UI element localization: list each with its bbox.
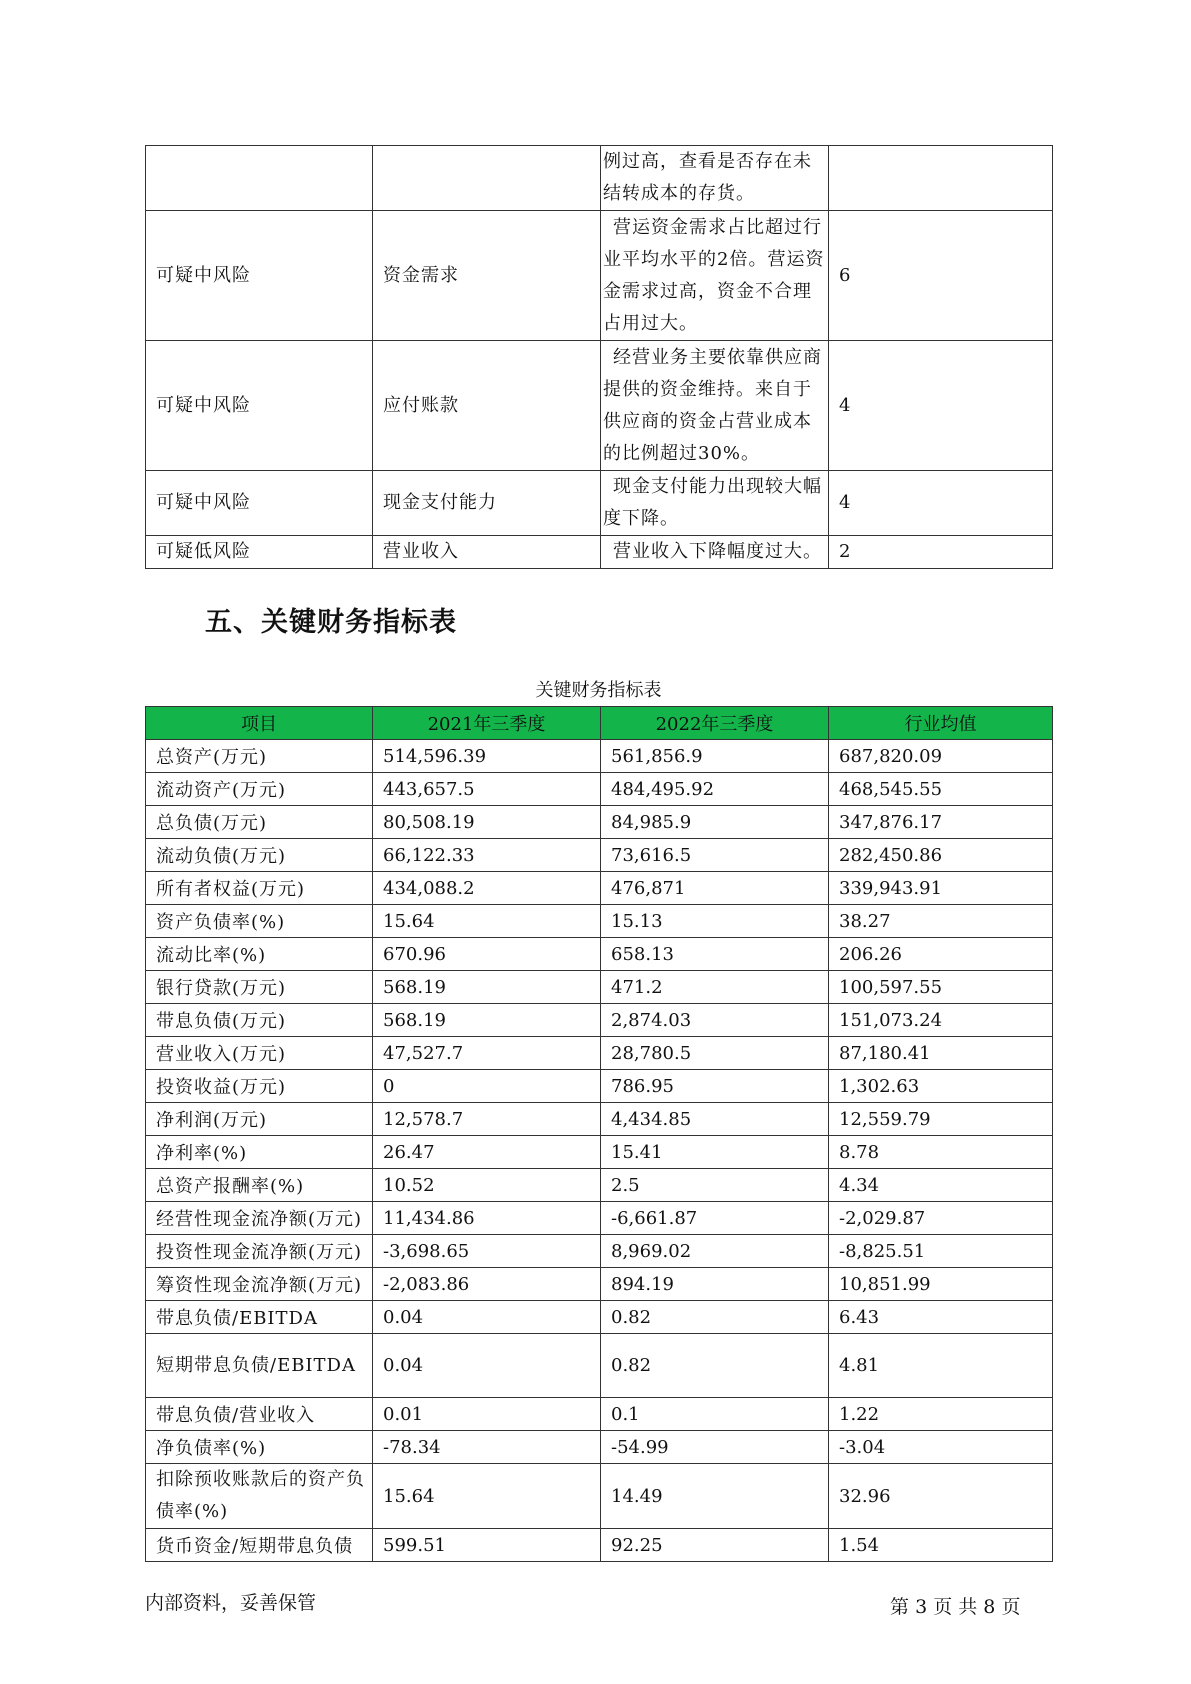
risk-row <box>146 341 1053 471</box>
kpi-row <box>146 1103 1053 1136</box>
kpi-value-2021: -78.34 <box>373 1431 601 1464</box>
kpi-value-2022: 894.19 <box>601 1268 829 1301</box>
kpi-value-2022: 15.13 <box>601 905 829 938</box>
kpi-value-2021: 0 <box>373 1070 601 1103</box>
kpi-label: 扣除预收账款后的资产负债率(%) <box>146 1464 373 1529</box>
kpi-value-industry-avg: 206.26 <box>829 938 1053 971</box>
table-caption: 关键财务指标表 <box>535 680 662 701</box>
kpi-value-2021: 0.04 <box>373 1301 601 1334</box>
kpi-value-industry-avg: 687,820.09 <box>829 740 1053 773</box>
kpi-value-2021: 514,596.39 <box>373 740 601 773</box>
kpi-value-2021: -3,698.65 <box>373 1235 601 1268</box>
kpi-label: 总负债(万元) <box>146 806 373 839</box>
header-cell: 2021年三季度 <box>373 707 601 740</box>
kpi-value-2022: 8,969.02 <box>601 1235 829 1268</box>
kpi-row <box>146 740 1053 773</box>
kpi-value-2022: 4,434.85 <box>601 1103 829 1136</box>
kpi-row <box>146 806 1053 839</box>
kpi-value-industry-avg: 32.96 <box>829 1464 1053 1529</box>
kpi-value-industry-avg: 1.54 <box>829 1529 1053 1562</box>
kpi-label: 净利润(万元) <box>146 1103 373 1136</box>
risk-level: 可疑低风险 <box>146 536 373 569</box>
risk-item: 现金支付能力 <box>373 471 601 536</box>
kpi-row <box>146 905 1053 938</box>
kpi-row <box>146 1431 1053 1464</box>
kpi-label: 货币资金/短期带息负债 <box>146 1529 373 1562</box>
header-cell: 行业均值 <box>829 707 1053 740</box>
kpi-row <box>146 1301 1053 1334</box>
kpi-value-2021: 670.96 <box>373 938 601 971</box>
page-current: 3 <box>915 1596 928 1618</box>
kpi-value-2021: -2,083.86 <box>373 1268 601 1301</box>
risk-row <box>146 146 1053 211</box>
kpi-value-industry-avg: 4.34 <box>829 1169 1053 1202</box>
kpi-table-body <box>146 740 1053 1562</box>
kpi-label: 流动负债(万元) <box>146 839 373 872</box>
kpi-value-2021: 15.64 <box>373 905 601 938</box>
header-cell: 2022年三季度 <box>601 707 829 740</box>
kpi-value-2022: 561,856.9 <box>601 740 829 773</box>
kpi-value-2022: 92.25 <box>601 1529 829 1562</box>
kpi-value-2022: 658.13 <box>601 938 829 971</box>
kpi-row <box>146 872 1053 905</box>
kpi-value-industry-avg: 8.78 <box>829 1136 1053 1169</box>
kpi-value-2021: 0.01 <box>373 1398 601 1431</box>
kpi-value-2021: 47,527.7 <box>373 1037 601 1070</box>
kpi-row <box>146 1202 1053 1235</box>
kpi-value-2022: 0.1 <box>601 1398 829 1431</box>
kpi-value-industry-avg: 347,876.17 <box>829 806 1053 839</box>
kpi-label: 净利率(%) <box>146 1136 373 1169</box>
kpi-value-2021: 12,578.7 <box>373 1103 601 1136</box>
kpi-value-industry-avg: 6.43 <box>829 1301 1053 1334</box>
risk-score <box>829 146 1053 211</box>
page-prefix: 第 <box>890 1596 910 1618</box>
kpi-value-industry-avg: 10,851.99 <box>829 1268 1053 1301</box>
kpi-value-industry-avg: 151,073.24 <box>829 1004 1053 1037</box>
kpi-label: 投资收益(万元) <box>146 1070 373 1103</box>
risk-description: 例过高，查看是否存在未结转成本的存货。 <box>601 146 829 211</box>
kpi-value-industry-avg: 4.81 <box>829 1334 1053 1398</box>
kpi-row <box>146 1169 1053 1202</box>
kpi-row <box>146 1398 1053 1431</box>
kpi-value-2022: 476,871 <box>601 872 829 905</box>
kpi-value-2022: 2.5 <box>601 1169 829 1202</box>
risk-level <box>146 146 373 211</box>
kpi-value-2022: 14.49 <box>601 1464 829 1529</box>
risk-description: 营运资金需求占比超过行业平均水平的2倍。营运资金需求过高，资金不合理占用过大。 <box>601 211 829 341</box>
kpi-value-2022: -54.99 <box>601 1431 829 1464</box>
kpi-row <box>146 1235 1053 1268</box>
kpi-value-2022: 73,616.5 <box>601 839 829 872</box>
risk-row <box>146 471 1053 536</box>
kpi-value-industry-avg: -8,825.51 <box>829 1235 1053 1268</box>
kpi-value-industry-avg: -2,029.87 <box>829 1202 1053 1235</box>
kpi-row <box>146 1529 1053 1562</box>
kpi-value-industry-avg: 282,450.86 <box>829 839 1053 872</box>
risk-item: 资金需求 <box>373 211 601 341</box>
kpi-row <box>146 971 1053 1004</box>
kpi-label: 营业收入(万元) <box>146 1037 373 1070</box>
kpi-value-2021: 80,508.19 <box>373 806 601 839</box>
kpi-label: 资产负债率(%) <box>146 905 373 938</box>
risk-item: 营业收入 <box>373 536 601 569</box>
kpi-value-2022: 0.82 <box>601 1301 829 1334</box>
header-cell: 项目 <box>146 707 373 740</box>
kpi-value-2022: 84,985.9 <box>601 806 829 839</box>
kpi-row <box>146 1004 1053 1037</box>
kpi-value-industry-avg: 87,180.41 <box>829 1037 1053 1070</box>
risk-level: 可疑中风险 <box>146 471 373 536</box>
kpi-label: 流动资产(万元) <box>146 773 373 806</box>
kpi-value-industry-avg: 12,559.79 <box>829 1103 1053 1136</box>
kpi-row <box>146 1136 1053 1169</box>
kpi-value-2021: 568.19 <box>373 971 601 1004</box>
kpi-value-2022: 28,780.5 <box>601 1037 829 1070</box>
risk-level: 可疑中风险 <box>146 211 373 341</box>
risk-description: 经营业务主要依靠供应商提供的资金维持。来自于供应商的资金占营业成本的比例超过30%。 <box>601 341 829 471</box>
kpi-value-2021: 66,122.33 <box>373 839 601 872</box>
kpi-row <box>146 1037 1053 1070</box>
kpi-label: 净负债率(%) <box>146 1431 373 1464</box>
kpi-value-2021: 26.47 <box>373 1136 601 1169</box>
risk-item: 应付账款 <box>373 341 601 471</box>
risk-score: 6 <box>829 211 1053 341</box>
kpi-value-industry-avg: 38.27 <box>829 905 1053 938</box>
kpi-value-2021: 0.04 <box>373 1334 601 1398</box>
kpi-row <box>146 839 1053 872</box>
footer-confidential-note: 内部资料，妥善保管 <box>145 1592 317 1614</box>
kpi-label: 投资性现金流净额(万元) <box>146 1235 373 1268</box>
kpi-value-industry-avg: 1,302.63 <box>829 1070 1053 1103</box>
kpi-row <box>146 1268 1053 1301</box>
kpi-label: 短期带息负债/EBITDA <box>146 1334 373 1398</box>
kpi-value-2021: 434,088.2 <box>373 872 601 905</box>
risk-table <box>145 145 1053 569</box>
kpi-value-2022: 2,874.03 <box>601 1004 829 1037</box>
kpi-label: 经营性现金流净额(万元) <box>146 1202 373 1235</box>
kpi-value-2021: 15.64 <box>373 1464 601 1529</box>
kpi-value-2022: 786.95 <box>601 1070 829 1103</box>
kpi-label: 带息负债/EBITDA <box>146 1301 373 1334</box>
kpi-value-2022: 484,495.92 <box>601 773 829 806</box>
kpi-value-industry-avg: 1.22 <box>829 1398 1053 1431</box>
kpi-header-row <box>146 707 1053 740</box>
kpi-table <box>145 706 1053 1562</box>
page-total: 8 <box>983 1596 996 1618</box>
risk-row <box>146 211 1053 341</box>
kpi-value-industry-avg: -3.04 <box>829 1431 1053 1464</box>
kpi-value-2022: 471.2 <box>601 971 829 1004</box>
kpi-row <box>146 1070 1053 1103</box>
risk-score: 4 <box>829 471 1053 536</box>
kpi-label: 总资产(万元) <box>146 740 373 773</box>
page-number <box>890 1592 1020 1619</box>
kpi-label: 带息负债(万元) <box>146 1004 373 1037</box>
kpi-row <box>146 938 1053 971</box>
kpi-row <box>146 1334 1053 1398</box>
kpi-value-industry-avg: 468,545.55 <box>829 773 1053 806</box>
kpi-label: 带息负债/营业收入 <box>146 1398 373 1431</box>
risk-item <box>373 146 601 211</box>
kpi-value-industry-avg: 100,597.55 <box>829 971 1053 1004</box>
risk-row <box>146 536 1053 569</box>
risk-description: 现金支付能力出现较大幅度下降。 <box>601 471 829 536</box>
kpi-label: 银行贷款(万元) <box>146 971 373 1004</box>
kpi-value-2022: 0.82 <box>601 1334 829 1398</box>
kpi-value-2021: 568.19 <box>373 1004 601 1037</box>
kpi-value-2021: 443,657.5 <box>373 773 601 806</box>
page-mid: 页 共 <box>933 1596 978 1618</box>
kpi-label: 所有者权益(万元) <box>146 872 373 905</box>
kpi-label: 总资产报酬率(%) <box>146 1169 373 1202</box>
risk-description: 营业收入下降幅度过大。 <box>601 536 829 569</box>
risk-score: 4 <box>829 341 1053 471</box>
kpi-value-2022: -6,661.87 <box>601 1202 829 1235</box>
kpi-value-2021: 10.52 <box>373 1169 601 1202</box>
kpi-label: 筹资性现金流净额(万元) <box>146 1268 373 1301</box>
kpi-value-2022: 15.41 <box>601 1136 829 1169</box>
kpi-row <box>146 773 1053 806</box>
risk-level: 可疑中风险 <box>146 341 373 471</box>
kpi-value-2021: 11,434.86 <box>373 1202 601 1235</box>
kpi-value-2021: 599.51 <box>373 1529 601 1562</box>
kpi-label: 流动比率(%) <box>146 938 373 971</box>
risk-score: 2 <box>829 536 1053 569</box>
page-suffix: 页 <box>1001 1596 1021 1618</box>
section-title: 五、关键财务指标表 <box>205 607 457 638</box>
kpi-value-industry-avg: 339,943.91 <box>829 872 1053 905</box>
kpi-row <box>146 1464 1053 1529</box>
